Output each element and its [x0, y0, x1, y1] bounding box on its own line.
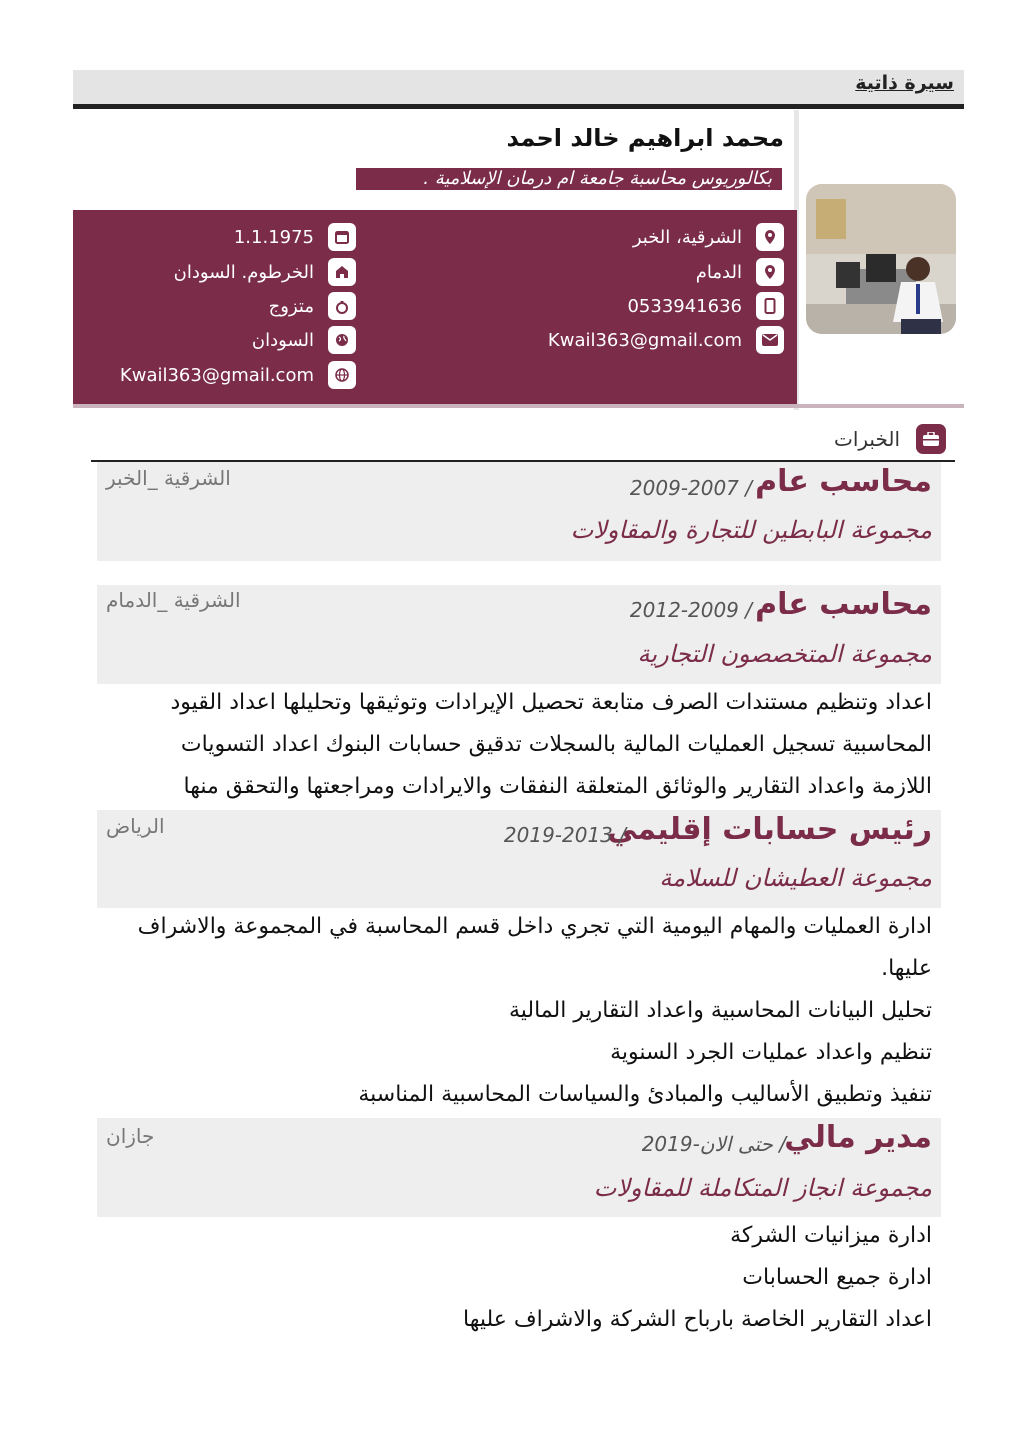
- flag-globe-icon: [328, 326, 356, 354]
- info-text: 0533941636: [627, 295, 742, 317]
- web-globe-icon: [328, 361, 356, 389]
- job-description: [132, 1215, 932, 1341]
- document-title: سيرة ذاتية: [855, 72, 954, 94]
- panel-bottom-line: [73, 404, 964, 408]
- job-company: مجموعة المتخصصون التجارية: [637, 640, 932, 668]
- job-location: الشرقية _الدمام: [106, 588, 241, 612]
- job-company: مجموعة العطيشان للسلامة: [659, 864, 932, 892]
- job-dates: 2009-2007 /: [629, 476, 752, 500]
- job-location: جازان: [106, 1124, 155, 1148]
- calendar-icon: [328, 223, 356, 251]
- info-phone: [627, 291, 784, 321]
- job-description-line: عليها.: [881, 956, 932, 981]
- info-text: السودان: [251, 329, 314, 351]
- degree-banner: بكالوريوس محاسبة جامعة ام درمان الإسلامية .: [356, 168, 782, 190]
- info-text: متزوج: [268, 295, 314, 317]
- job-description-line: تحليل البيانات المحاسبية واعداد التقارير المالية: [508, 998, 932, 1023]
- job-description-line: المحاسبية تسجيل العمليات المالية بالسجلات تدقيق حسابات البنوك اعداد التسويات: [180, 732, 932, 757]
- info-text: الشرقية، الخبر: [632, 226, 742, 248]
- info-marital-status: [269, 291, 356, 321]
- job-description-line: تنظيم واعداد عمليات الجرد السنوية: [610, 1040, 932, 1065]
- job-company: مجموعة البابطين للتجارة والمقاولات: [570, 516, 932, 544]
- phone-icon: [756, 292, 784, 320]
- job-description-line: اللازمة واعداد التقارير والوثائق المتعلقة النفقات والايرادات ومراجعتها والتحقق منها: [183, 774, 932, 799]
- job-title: محاسب عام: [755, 464, 932, 499]
- info-city: [696, 257, 784, 287]
- location-pin-icon: [756, 223, 784, 251]
- job-description: [132, 682, 932, 808]
- job-title: رئيس حسابات إقليمي: [606, 812, 932, 847]
- top-label-bar: [73, 70, 964, 104]
- home-icon: [328, 258, 356, 286]
- job-description: [112, 906, 932, 1116]
- info-email[interactable]: [548, 325, 784, 355]
- job-description-line: اعداد التقارير الخاصة بارباح الشركة والاشراف عليها: [462, 1307, 932, 1332]
- info-text[interactable]: Kwail363@gmail.com: [547, 329, 742, 351]
- info-birthplace: [174, 257, 356, 287]
- job-location: الشرقية _الخبر: [106, 466, 231, 490]
- job-title: محاسب عام: [755, 587, 932, 622]
- job-dates: حتى الان-2019 /: [641, 1132, 786, 1156]
- job-title: مدير مالي: [784, 1120, 932, 1155]
- profile-photo: [806, 184, 956, 334]
- experience-section-header: [834, 424, 946, 454]
- info-birthdate: [234, 222, 356, 252]
- person-name: محمد ابراهيم خالد احمد: [506, 124, 784, 152]
- job-company: مجموعة انجاز المتكاملة للمقاولات: [593, 1174, 932, 1202]
- info-nationality: [252, 325, 356, 355]
- job-description-line: ادارة ميزانيات الشركة: [730, 1223, 932, 1248]
- top-divider-line: [73, 104, 964, 109]
- ring-icon: [328, 292, 356, 320]
- job-description-line: ادارة جميع الحسابات: [742, 1265, 932, 1290]
- info-text: 1.1.1975: [233, 226, 314, 248]
- info-text[interactable]: Kwail363@gmail.com: [119, 364, 314, 386]
- info-website[interactable]: [120, 360, 356, 390]
- job-description-line: ادارة العمليات والمهام اليومية التي تجري داخل قسم المحاسبة في المجموعة والاشراف: [137, 914, 932, 939]
- job-description-line: اعداد وتنظيم مستندات الصرف متابعة تحصيل الإيرادات وتوثيقها وتحليلها اعداد القيود: [170, 690, 932, 715]
- job-location: الرياض: [106, 814, 165, 838]
- mail-icon: [756, 326, 784, 354]
- experience-title: الخبرات: [833, 427, 900, 451]
- job-dates: 2012-2009 /: [629, 598, 752, 622]
- job-dates: 2019-2013 /: [503, 823, 626, 847]
- info-text: الخرطوم. السودان: [173, 261, 314, 283]
- info-address: [633, 222, 784, 252]
- job-description-line: تنفيذ وتطبيق الأساليب والمبادئ والسياسات المحاسبية المناسبة: [358, 1082, 932, 1107]
- location-pin-icon: [756, 258, 784, 286]
- briefcase-icon: [916, 424, 946, 454]
- info-text: الدمام: [695, 261, 742, 283]
